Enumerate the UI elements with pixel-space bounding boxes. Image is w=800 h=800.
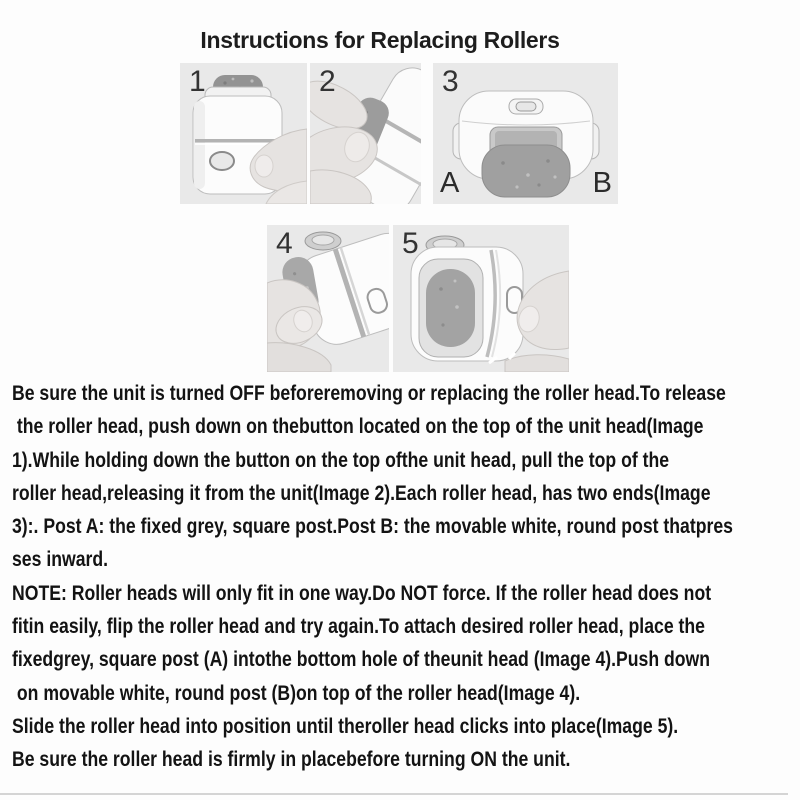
- instruction-line: Be sure the roller head is firmly in placebefore turning ON the unit.: [12, 747, 571, 772]
- instruction-line: roller head,releasing it from the unit(Image 2).Each roller head, has two ends(Image: [12, 480, 711, 505]
- instruction-line: Slide the roller head into position until theroller head clicks into place(Image 5).: [12, 713, 679, 738]
- page-title: Instructions for Replacing Rollers: [200, 27, 560, 53]
- post-a-label: A: [440, 167, 460, 199]
- instruction-line: ses inward.: [12, 547, 109, 572]
- figure-number: 2: [319, 65, 336, 98]
- instruction-text: [12, 377, 800, 777]
- post-b-label: B: [592, 167, 612, 199]
- figure-panel-1: [180, 63, 307, 204]
- figure-number: 1: [189, 65, 206, 98]
- figure-number: 5: [402, 227, 419, 260]
- instruction-line: 1).While holding down the button on the top ofthe unit head, pull the top of the: [12, 447, 670, 472]
- figure-panel-3: [433, 63, 618, 204]
- figure-panel-5: [393, 225, 569, 372]
- figure-panel-2: [310, 63, 421, 204]
- instruction-line: NOTE: Roller heads will only fit in one way.Do NOT force. If the roller head does not: [12, 580, 712, 605]
- figure-panel-4: [267, 225, 389, 372]
- bottom-divider: [0, 793, 788, 795]
- instruction-line: 3):. Post A: the fixed grey, square post.Post B: the movable white, round post thatpres: [12, 514, 733, 539]
- instruction-line: fitin easily, flip the roller head and try again.To attach desired roller head, place the: [12, 614, 705, 639]
- instruction-line: fixedgrey, square post (A) intothe bottom hole of theunit head (Image 4).Push down: [12, 647, 711, 672]
- figure-number: 3: [442, 65, 459, 98]
- figure-number: 4: [276, 227, 293, 260]
- instruction-line: on movable white, round post (B)on top of the roller head(Image 4).: [12, 680, 581, 705]
- instruction-line: Be sure the unit is turned OFF beforeremoving or replacing the roller head.To release: [12, 381, 726, 405]
- instruction-line: the roller head, push down on thebutton located on the top of the unit head(Image: [12, 414, 704, 439]
- slide-roller-illustration: [393, 225, 569, 372]
- roller-head-posts-illustration: [433, 63, 618, 204]
